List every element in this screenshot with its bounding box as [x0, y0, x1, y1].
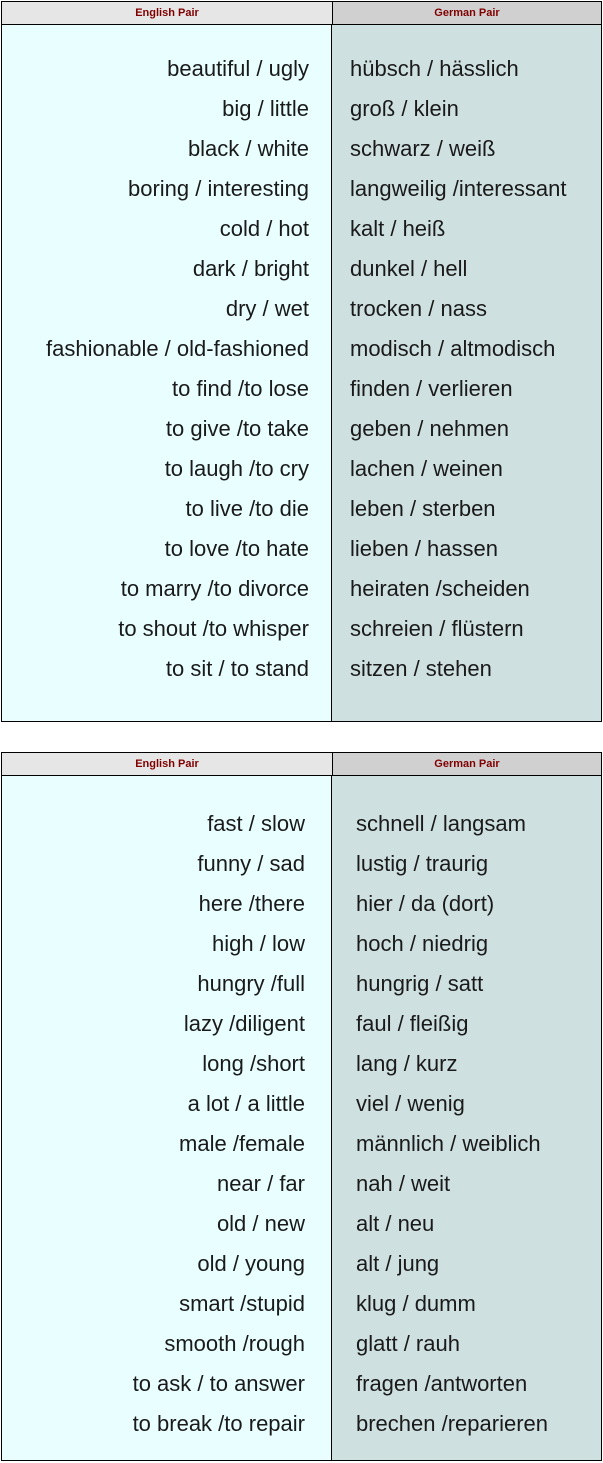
german-word-pair: lachen / weinen: [350, 456, 503, 481]
english-word-pair: male /female: [179, 1131, 305, 1156]
english-word-pair: to sit / to stand: [165, 656, 309, 681]
english-word-pair: to live /to die: [185, 496, 309, 521]
german-word-pair: hungrig / satt: [356, 971, 484, 996]
german-word-pair: lieben / hassen: [350, 536, 498, 561]
english-word-pair: high / low: [212, 931, 305, 956]
english-word-pair: near / far: [216, 1171, 305, 1196]
german-word-pair: hübsch / hässlich: [350, 56, 519, 81]
german-word-pair: hoch / niedrig: [356, 931, 489, 956]
german-word-pair: kalt / heiß: [350, 216, 446, 241]
german-word-pair: glatt / rauh: [356, 1331, 460, 1356]
german-pair-header: German Pair: [333, 753, 601, 775]
german-word-pair: schwarz / weiß: [350, 136, 496, 161]
german-word-pair: lustig / traurig: [356, 851, 489, 876]
german-column: [332, 776, 601, 1460]
english-word-pair: fashionable / old-fashioned: [46, 336, 309, 361]
vocabulary-table-2: [1, 752, 602, 1461]
german-column: [332, 25, 601, 721]
english-word-pair: lazy /diligent: [183, 1011, 305, 1036]
english-column: [2, 25, 332, 721]
english-word-pair: to ask / to answer: [132, 1371, 305, 1396]
german-word-pair: geben / nehmen: [350, 416, 510, 441]
german-word-pair: sitzen / stehen: [350, 656, 492, 681]
english-word-pair: funny / sad: [197, 851, 305, 876]
german-word-pair: schnell / langsam: [356, 811, 526, 836]
table-header: [2, 753, 601, 776]
english-word-pair: smart /stupid: [179, 1291, 305, 1316]
german-word-pair: alt / neu: [356, 1211, 435, 1236]
english-word-pair: to love /to hate: [164, 536, 309, 561]
german-word-pair: männlich / weiblich: [356, 1131, 541, 1156]
english-word-pair: here /there: [198, 891, 305, 916]
german-word-pair: alt / jung: [356, 1251, 440, 1276]
english-word-pair: cold / hot: [219, 216, 309, 241]
table-header: [2, 2, 601, 25]
german-word-pair: klug / dumm: [356, 1291, 476, 1316]
german-word-pair: brechen /reparieren: [356, 1411, 549, 1436]
english-pair-header: English Pair: [2, 753, 333, 775]
english-word-pair: to laugh /to cry: [164, 456, 309, 481]
english-word-pair: smooth /rough: [164, 1331, 305, 1356]
english-word-pair: a lot / a little: [187, 1091, 305, 1116]
table-body: [2, 25, 601, 721]
german-word-pair: modisch / altmodisch: [350, 336, 556, 361]
german-word-pair: trocken / nass: [350, 296, 487, 321]
german-word-pair: finden / verlieren: [350, 376, 513, 401]
german-word-pair: dunkel / hell: [350, 256, 468, 281]
german-word-pair: leben / sterben: [350, 496, 496, 521]
english-word-pair: fast / slow: [207, 811, 305, 836]
vocabulary-table-1: [1, 1, 602, 722]
english-word-pair: dry / wet: [225, 296, 309, 321]
english-word-pair: to find /to lose: [172, 376, 309, 401]
english-word-pair: to give /to take: [165, 416, 309, 441]
german-word-pair: schreien / flüstern: [350, 616, 524, 641]
english-pair-header: English Pair: [2, 2, 333, 24]
english-word-pair: hungry /full: [197, 971, 305, 996]
english-word-pair: to break /to repair: [132, 1411, 305, 1436]
german-word-pair: hier / da (dort): [356, 891, 495, 916]
german-word-pair: heiraten /scheiden: [350, 576, 530, 601]
english-word-pair: dark / bright: [192, 256, 309, 281]
german-word-pair: faul / fleißig: [356, 1011, 469, 1036]
english-word-pair: big / little: [222, 96, 309, 121]
german-word-pair: groß / klein: [350, 96, 459, 121]
english-column: [2, 776, 332, 1460]
english-word-pair: long /short: [202, 1051, 305, 1076]
german-pair-header: German Pair: [333, 2, 601, 24]
german-word-pair: nah / weit: [356, 1171, 451, 1196]
english-word-pair: boring / interesting: [128, 176, 309, 201]
german-word-pair: langweilig /interessant: [350, 176, 567, 201]
english-word-pair: old / new: [216, 1211, 305, 1236]
german-word-pair: viel / wenig: [356, 1091, 465, 1116]
english-word-pair: beautiful / ugly: [167, 56, 309, 81]
english-word-pair: to marry /to divorce: [120, 576, 309, 601]
table-body: [2, 776, 601, 1460]
english-word-pair: to shout /to whisper: [118, 616, 309, 641]
german-word-pair: fragen /antworten: [356, 1371, 528, 1396]
german-word-pair: lang / kurz: [356, 1051, 458, 1076]
english-word-pair: black / white: [187, 136, 309, 161]
english-word-pair: old / young: [197, 1251, 305, 1276]
